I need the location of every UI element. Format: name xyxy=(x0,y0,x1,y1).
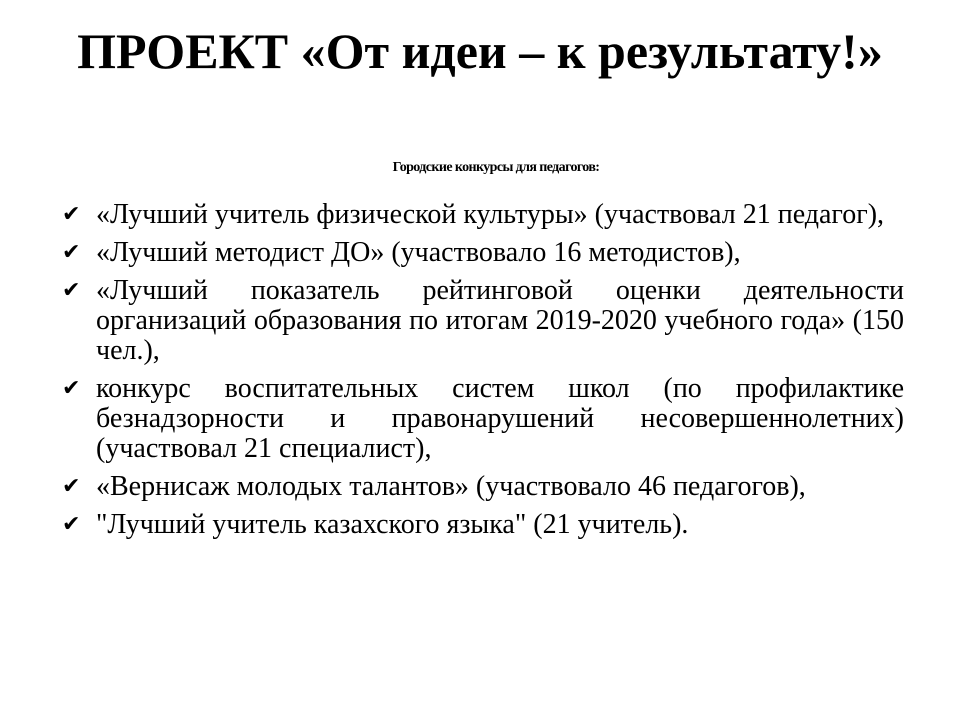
slide-title: ПРОЕКТ «От идеи – к результату!» xyxy=(77,23,883,79)
list-item-text: «Лучший учитель физической культуры» (участвовал 21 педагог), xyxy=(96,199,885,230)
checkmark-icon: ✔ xyxy=(62,278,81,303)
competition-list xyxy=(62,200,904,548)
list-item-text: "Лучший учитель казахского языка" (21 учитель). xyxy=(96,509,689,540)
list-item xyxy=(62,472,904,502)
checkmark-icon: ✔ xyxy=(62,240,81,265)
list-item-text: конкурс воспитательных систем школ (по профилактике безнадзорности и правонарушений несовершеннолетних) (участвовал 21 специалист), xyxy=(96,373,904,464)
checkmark-icon: ✔ xyxy=(62,202,81,227)
list-item xyxy=(62,238,904,268)
list-item-text: «Лучший методист ДО» (участвовало 16 методистов), xyxy=(96,237,741,268)
list-item-text: «Лучший показатель рейтинговой оценки деятельности организаций образования по итогам 2019-2020 учебного года» (150 чел.), xyxy=(96,275,904,366)
checkmark-icon: ✔ xyxy=(62,512,81,537)
list-item-text: «Вернисаж молодых талантов» (участвовало 46 педагогов), xyxy=(96,471,806,502)
list-item xyxy=(62,510,904,540)
slide-subtitle: Городские конкурсы для педагогов: xyxy=(392,160,600,175)
list-item xyxy=(62,374,904,464)
list-item xyxy=(62,276,904,366)
list-item xyxy=(62,200,904,230)
checkmark-icon: ✔ xyxy=(62,474,81,499)
checkmark-icon: ✔ xyxy=(62,376,81,401)
